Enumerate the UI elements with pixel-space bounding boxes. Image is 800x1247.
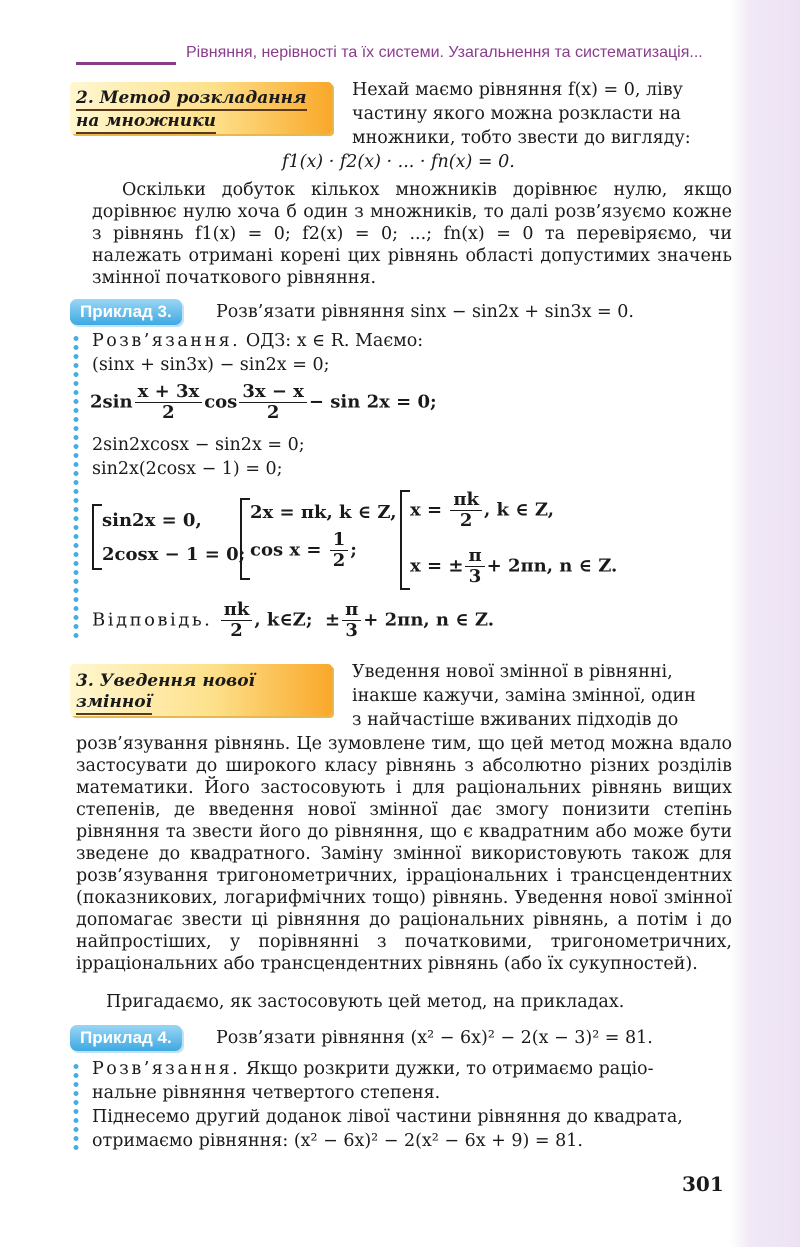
example3-solution-line [92,330,423,352]
system1-bracket [92,504,102,570]
section2-title-line1: 2. Метод розкладання [76,89,307,111]
system3-eq1: x = $\frac{\pi k}{2}$ , k ∈ Z, [410,489,554,531]
example4-solution-l1: Якщо розкрити дужки, то отримаємо раціо- [245,1059,654,1079]
section2-intro-l3: множники, тобто звести до вигляду: [352,128,691,148]
example3-task: Розв’язати рівняння sinx − sin2x + sin3x = 0. [216,302,634,322]
system2-eq2: cos x = $\frac{1}{2}$ ; [250,529,357,571]
section2-formula: f1(x) · f2(x) · ... · fn(x) = 0. [282,152,515,172]
section3-intro-l1: Уведення нової змінної в рівнянні, [352,662,673,682]
section2-paragraph: Оскільки добуток кількох множників дорівнює нулю, якщо дорівнює нулю хоча б один з множників, то далі розв’язуємо кожне з рівнянь f1(x) = 0; f2(x) = 0; ...; fn(x) = 0 та перевіряємо, чи належать отримані корені цих рівнянь області допустимих значень змінної початкового рівняння. [92,180,732,288]
example4-solution-l3: Піднесемо другий доданок лівої частини рівняння до квадрата, [92,1107,683,1127]
example3-step1: (sinx + sin3x) − sin2x = 0; [92,355,330,375]
example3-answer-label: Відповідь. [92,609,213,631]
section3-recall: Пригадаємо, як застосовують цей метод, на прикладах. [106,992,625,1012]
example4-solution-label: Розв’язання. [92,1059,241,1079]
section3-intro-l2: інакше кажучи, заміна змінної, один [352,686,696,706]
section2-title [76,89,307,135]
section2-title-line2: на множники [76,112,216,134]
example3-dot-rule [73,334,79,640]
section3-title [76,672,255,716]
section3-title-line2: змінної [76,693,152,715]
system2-eq1: 2x = πk, k ∈ Z, [250,502,397,523]
example4-badge: Приклад 4. [70,1025,182,1051]
system1-eq1: sin2x = 0, [102,510,202,531]
section2-intro-l2: частину якого можна розкласти на [352,104,681,124]
section3-title-line1: 3. Уведення нової [76,671,256,691]
example4-solution-l2: нальне рівняння четвертого степеня. [92,1083,441,1103]
example3-step3: 2sin2xcosx − sin2x = 0; [92,435,305,455]
example3-odz: ОДЗ: x ∈ R. Маємо: [245,331,424,351]
example4-solution-line [92,1058,654,1080]
section3-paragraph: розв’язування рівнянь. Це зумовлене тим, що цей метод можна вдало застосувати до широкого класу рівнянь з абсолютно різних розділів математики. Його застосовують і для раціональних рівнянь вищих степенів, де введення нової змінної дає змогу понизити степінь рівняння та звести його до рівняння, що є квадратним або може бути зведене до квадратного. Заміну змінної використовують також для розв’язування тригонометричних, ірраціональних і трансцендентних (показникових, логарифмічних тощо) рівнянь. Уведення нової змінної допомагає звести ці рівняння до раціональних рівнянь, а потім і до найпростіших, у порівнянні з початковими, тригонометричних, ірраціональних або трансцендентних рівнянь (або їх сукупностей). [76,734,732,974]
example3-step4: sin2x(2cosx − 1) = 0; [92,459,283,479]
system3-bracket [400,490,410,590]
example3-step2: 2sin $\frac{x + 3x}{2}$ cos $\frac{3x - x}{2}$ − sin 2x = 0; [90,381,437,423]
example4-task: Розв’язати рівняння (x² − 6x)² − 2(x − 3)² = 81. [216,1028,653,1048]
example3-badge: Приклад 3. [70,299,182,325]
side-band [730,0,800,1247]
running-header: Рівняння, нерівності та їх системи. Узагальнення та систематизація... [186,44,703,61]
system3-eq2: x = ± $\frac{\pi}{3}$ + 2πn, n ∈ Z. [410,545,618,587]
system1-eq2: 2cosx − 1 = 0; [102,544,246,565]
example4-solution-l4: отримаємо рівняння: (x² − 6x)² − 2(x² − 6x + 9) = 81. [92,1131,583,1151]
section2-intro-l1: Нехай маємо рівняння f(x) = 0, ліву [352,80,683,100]
example4-dot-rule [73,1062,79,1152]
system2-bracket [240,498,250,580]
page-number: 301 [682,1172,724,1196]
example3-answer: Відповідь. $\frac{\pi k}{2}$ , k∈Z; ± $\frac{\pi}{3}$ + 2πn, n ∈ Z. [92,599,494,641]
section3-intro-l3: з найчастіше вживаних підходів до [352,710,679,730]
example3-solution-label: Розв’язання. [92,331,241,351]
header-rule [76,62,176,65]
